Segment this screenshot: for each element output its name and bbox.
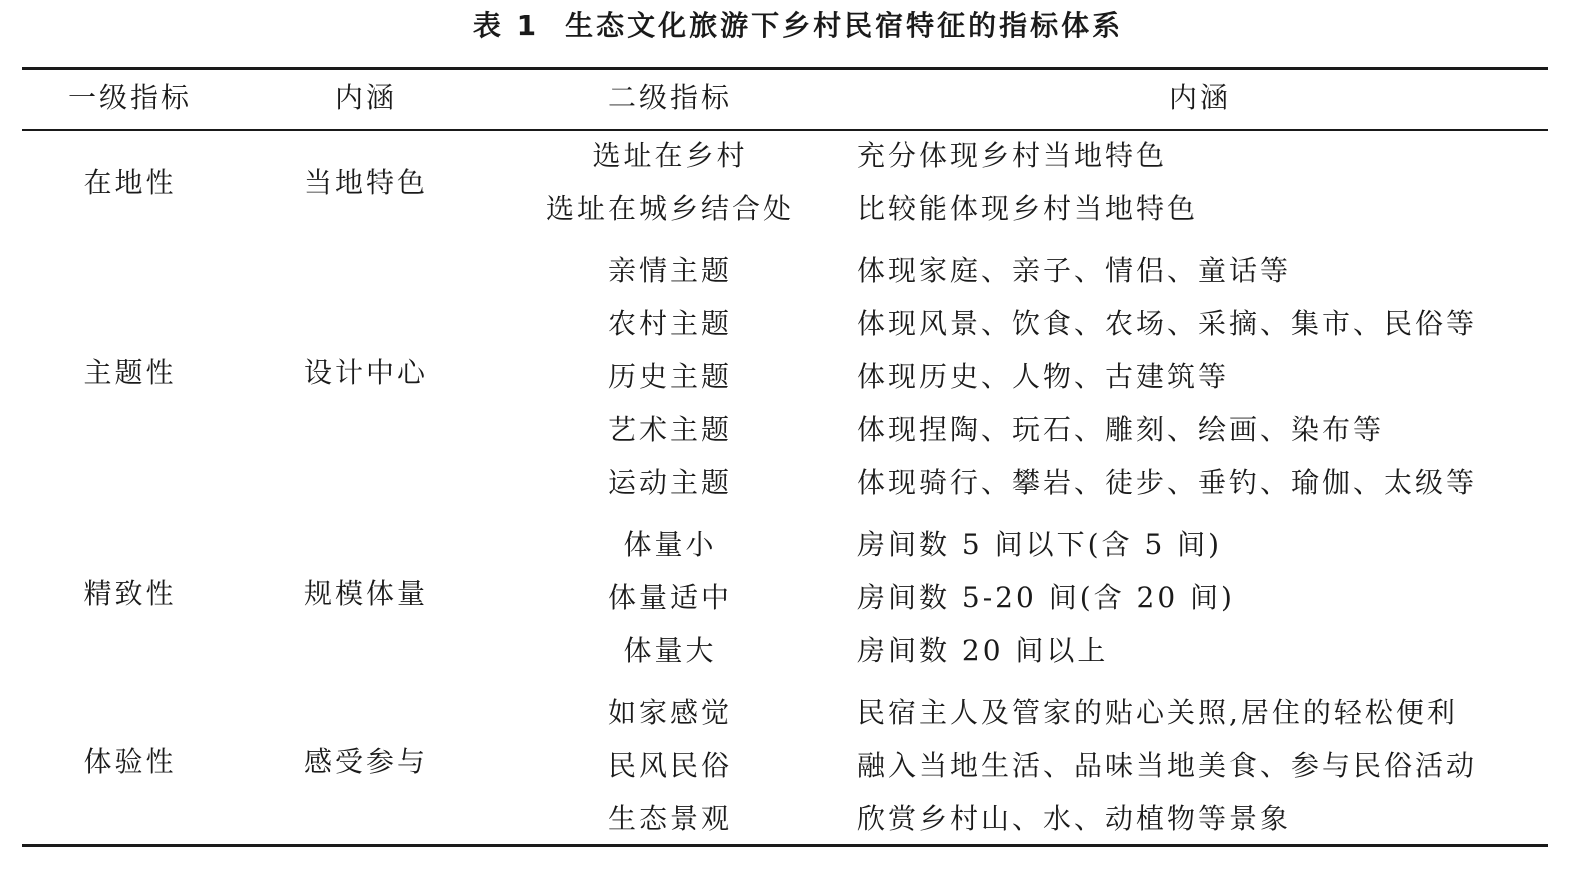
group-level1: 体验性 xyxy=(83,745,177,778)
bottom-rule xyxy=(22,844,1548,847)
header-rule xyxy=(22,129,1548,131)
header-meaning2: 内涵 xyxy=(1168,81,1231,114)
header-level1: 一级指标 xyxy=(67,81,192,114)
level2-cell: 民风民俗 xyxy=(607,749,732,782)
table-caption xyxy=(0,6,1596,46)
level2-cell: 选址在城乡结合处 xyxy=(545,192,794,225)
desc-cell: 体现家庭、亲子、情侣、童话等 xyxy=(857,254,1292,287)
desc-cell: 比较能体现乡村当地特色 xyxy=(857,192,1199,225)
group-meaning: 当地特色 xyxy=(303,166,428,199)
level2-cell: 艺术主题 xyxy=(607,413,732,446)
header-level2: 二级指标 xyxy=(607,81,732,114)
desc-cell: 体现捏陶、玩石、雕刻、绘画、染布等 xyxy=(857,413,1385,446)
desc-cell: 欣赏乡村山、水、动植物等景象 xyxy=(857,802,1292,835)
group-meaning: 感受参与 xyxy=(303,745,428,778)
desc-cell: 融入当地生活、品味当地美食、参与民俗活动 xyxy=(857,749,1478,782)
level2-cell: 生态景观 xyxy=(607,802,732,835)
desc-cell: 房间数 20 间以上 xyxy=(857,634,1109,667)
top-rule xyxy=(22,67,1548,70)
desc-cell: 体现风景、饮食、农场、采摘、集市、民俗等 xyxy=(857,307,1478,340)
level2-cell: 体量小 xyxy=(623,528,717,561)
desc-cell: 充分体现乡村当地特色 xyxy=(857,139,1168,172)
desc-cell: 体现历史、人物、古建筑等 xyxy=(857,360,1230,393)
desc-cell: 体现骑行、攀岩、徒步、垂钓、瑜伽、太级等 xyxy=(857,466,1478,499)
desc-cell: 房间数 5 间以下(含 5 间) xyxy=(857,528,1223,561)
group-level1: 精致性 xyxy=(83,577,177,610)
level2-cell: 农村主题 xyxy=(607,307,732,340)
group-meaning: 规模体量 xyxy=(303,577,428,610)
group-level1: 主题性 xyxy=(83,356,177,389)
desc-cell: 房间数 5-20 间(含 20 间) xyxy=(857,581,1235,614)
level2-cell: 体量适中 xyxy=(607,581,732,614)
group-meaning: 设计中心 xyxy=(303,356,428,389)
level2-cell: 如家感觉 xyxy=(607,696,732,729)
level2-cell: 亲情主题 xyxy=(607,254,732,287)
desc-cell: 民宿主人及管家的贴心关照,居住的轻松便利 xyxy=(857,696,1458,729)
group-level1: 在地性 xyxy=(83,166,177,199)
table-title: 生态文化旅游下乡村民宿特征的指标体系 xyxy=(565,9,1124,42)
header-meaning1: 内涵 xyxy=(334,81,397,114)
level2-cell: 运动主题 xyxy=(607,466,732,499)
level2-cell: 历史主题 xyxy=(607,360,732,393)
level2-cell: 选址在乡村 xyxy=(592,139,748,172)
table-number: 表 1 xyxy=(472,9,540,42)
level2-cell: 体量大 xyxy=(623,634,717,667)
